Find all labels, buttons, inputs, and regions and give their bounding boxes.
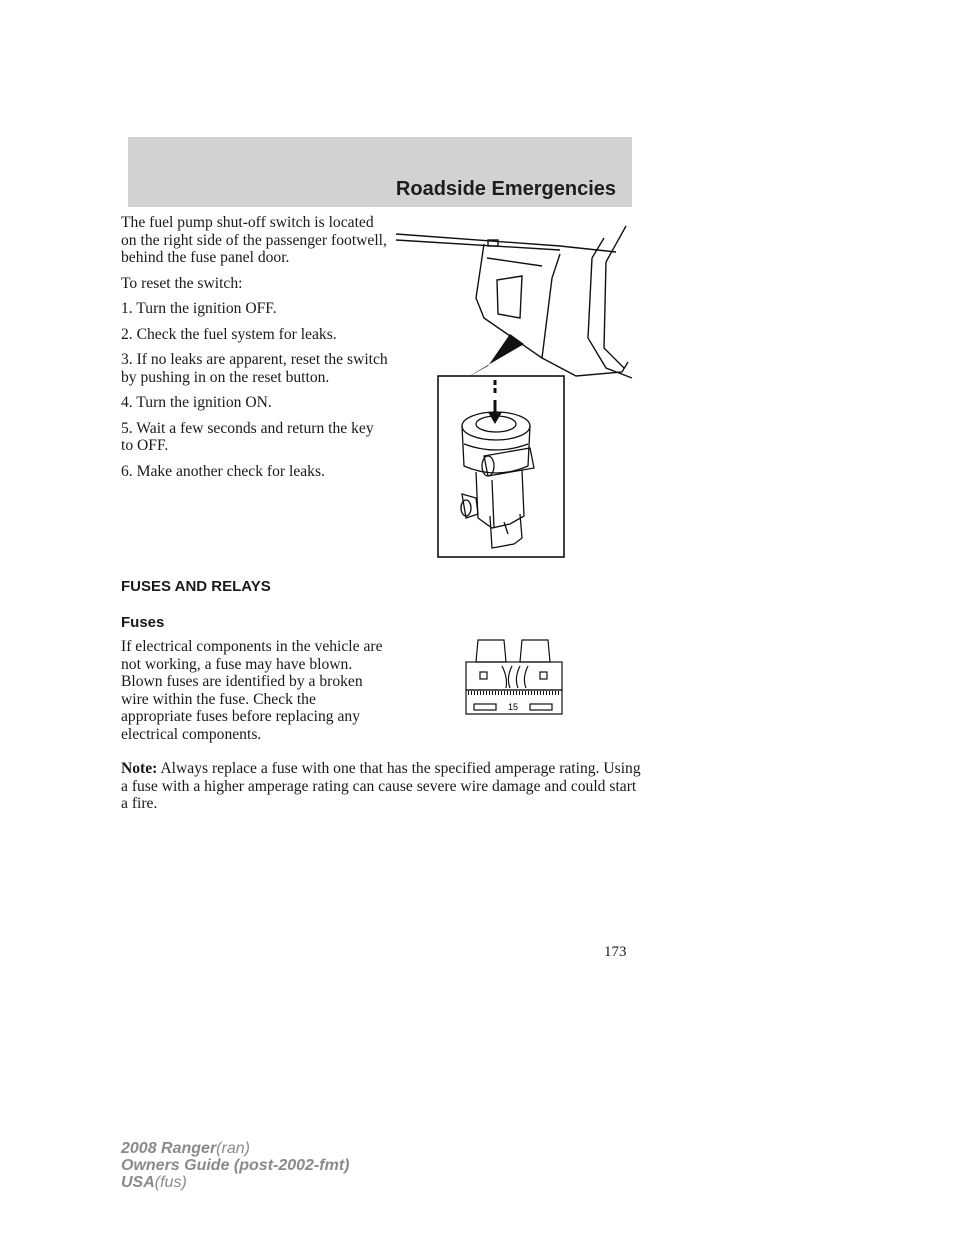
footer-model-code: (ran) <box>216 1140 250 1157</box>
fuel-pump-text <box>121 214 389 488</box>
footer-market: USA <box>121 1174 155 1191</box>
fuses-subheading: Fuses <box>121 614 165 631</box>
reset-lead: To reset the switch: <box>121 274 243 292</box>
document-footer <box>121 1140 349 1191</box>
page-number: 173 <box>604 944 627 960</box>
fuses-body: If electrical components in the vehicle are not working, a fuse may have blown. Blown fuses are identified by a broken wire within the fuse. Check the appropriate fuses before replacing any electrical components. <box>121 638 383 743</box>
fuel-pump-intro: The fuel pump shut-off switch is located on the right side of the passenger footwell, behind the fuse panel door. <box>121 214 387 266</box>
fuse-illustration <box>462 636 572 720</box>
note-text: Always replace a fuse with one that has the specified amperage rating. Using a fuse with a higher amperage rating can cause severe wire damage and could start a fire. <box>121 760 641 812</box>
reset-step-1: 1. Turn the ignition OFF. <box>121 300 277 317</box>
note-label: Note: <box>121 760 158 777</box>
fuse-amperage-label: 15 <box>507 702 519 712</box>
fuel-pump-switch-illustration <box>392 218 642 560</box>
footer-guide: Owners Guide (post-2002-fmt) <box>121 1157 350 1174</box>
section-header-band <box>128 137 632 207</box>
fuses-text <box>121 638 389 751</box>
reset-step-4: 4. Turn the ignition ON. <box>121 394 272 411</box>
reset-step-2: 2. Check the fuel system for leaks. <box>121 325 337 343</box>
footer-model: 2008 Ranger <box>121 1140 217 1157</box>
section-title: Roadside Emergencies <box>395 178 616 200</box>
reset-step-6: 6. Make another check for leaks. <box>121 462 325 480</box>
reset-step-3: 3. If no leaks are apparent, reset the switch by pushing in on the reset button. <box>121 351 388 386</box>
fuse-note <box>121 760 641 813</box>
footer-market-code: (fus) <box>154 1174 187 1191</box>
section-heading: FUSES AND RELAYS <box>121 578 271 595</box>
reset-step-5: 5. Wait a few seconds and return the key to OFF. <box>121 419 374 454</box>
